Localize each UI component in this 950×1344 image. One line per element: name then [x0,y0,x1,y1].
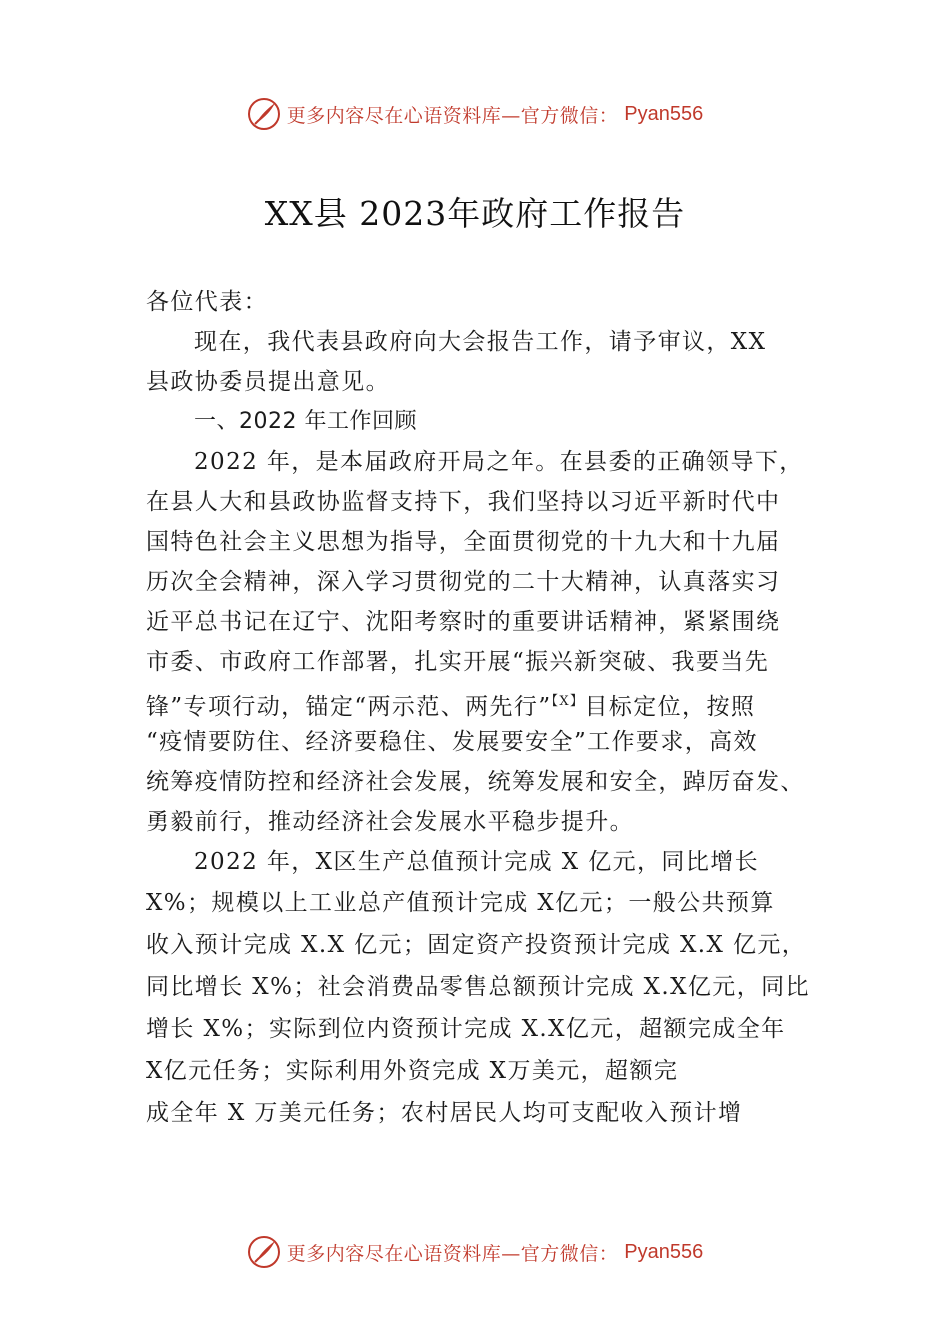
paragraph-line: X亿元任务；实际利用外资完成 X万美元，超额完 [146,1058,679,1084]
document-body [146,282,826,1134]
banner-text: 更多内容尽在心语资料库—官方微信： [286,1242,619,1265]
banner-text: 更多内容尽在心语资料库—官方微信： [286,104,619,127]
footer-banner [0,1232,950,1272]
paragraph-line: 收入预计完成 X.X 亿元；固定资产投资预计完成 X.X 亿元， [146,932,807,958]
paragraph-line: 2022 年，是本届政府开局之年。在县委的正确领导下， [194,449,804,475]
paragraph-text: 目标定位，按照 [584,694,756,720]
paragraph-text: 锋”专项行动，锚定“两示范、两先行” [146,694,552,720]
paragraph-line: 统筹疫情防控和经济社会发展，统筹发展和安全，踔厉奋发、 [146,769,805,795]
paragraph-line: 增长 X%；实际到位内资预计完成 X.X亿元，超额完成全年 [146,1016,786,1042]
quill-logo-icon [247,97,281,131]
section-heading: 一、2022 年工作回顾 [194,409,417,434]
paragraph-line: X%；规模以上工业总产值预计完成 X亿元；一般公共预算 [146,890,775,916]
paragraph-line: 同比增长 X%；社会消费品零售总额预计完成 X.X亿元，同比 [146,974,810,1000]
paragraph-line: 国特色社会主义思想为指导，全面贯彻党的十九大和十九届 [146,529,781,555]
paragraph-line [146,682,826,722]
paragraph-line: 勇毅前行，推动经济社会发展水平稳步提升。 [146,809,634,835]
banner-wechat-id: Pyan556 [624,1240,704,1263]
quill-logo-icon [247,1235,281,1269]
footnote-marker: 【X】 [551,694,585,709]
paragraph-line: “疫情要防住、经济要稳住、发展要安全”工作要求，高效 [146,729,758,755]
paragraph-line: 在县人大和县政协监督支持下，我们坚持以习近平新时代中 [146,489,781,515]
paragraph-line: 2022 年，X区生产总值预计完成 X 亿元，同比增长 [194,849,760,875]
salutation: 各位代表： [146,289,268,315]
paragraph-line: 市委、市政府工作部署，扎实开展“振兴新突破、我要当先 [146,649,770,675]
paragraph-line: 现在，我代表县政府向大会报告工作，请予审议，XX [194,329,767,355]
paragraph-line: 县政协委员提出意见。 [146,369,390,395]
document-title: XX县 2023年政府工作报告 [264,194,686,233]
paragraph-line: 近平总书记在辽宁、沈阳考察时的重要讲话精神，紧紧围绕 [146,609,781,635]
paragraph-line: 历次全会精神，深入学习贯彻党的二十大精神，认真落实习 [146,569,781,595]
banner-wechat-id: Pyan556 [624,102,704,125]
paragraph-line: 成全年 X 万美元任务；农村居民人均可支配收入预计增 [146,1100,743,1126]
header-banner [0,94,950,134]
